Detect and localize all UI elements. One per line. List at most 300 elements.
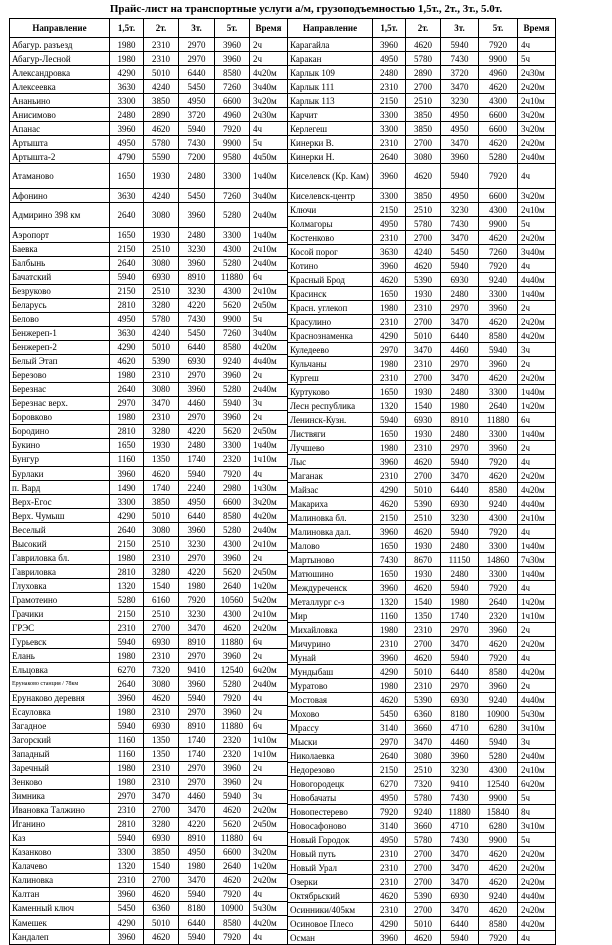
price-1-5t-cell: 4620 xyxy=(373,273,406,287)
time-cell: 2ч20м xyxy=(518,371,556,385)
price-3t-cell: 3230 xyxy=(441,511,479,525)
price-3t-cell: 2970 xyxy=(441,623,479,637)
price-3t-cell: 5940 xyxy=(441,931,479,945)
time-cell: 4ч xyxy=(518,931,556,945)
table-row xyxy=(10,859,288,873)
table-row xyxy=(288,497,556,511)
price-3t-cell: 3230 xyxy=(179,537,215,551)
time-cell: 1ч40м xyxy=(518,539,556,553)
time-cell: 2ч xyxy=(250,761,288,775)
time-cell: 3ч xyxy=(250,789,288,803)
direction-cell: Балбынь xyxy=(10,256,110,270)
time-cell: 2ч xyxy=(250,775,288,789)
price-5t-cell: 7920 xyxy=(479,651,518,665)
price-5t-cell: 4620 xyxy=(479,847,518,861)
price-3t-cell: 1980 xyxy=(179,579,215,593)
time-cell: 3ч40м xyxy=(250,326,288,340)
price-3t-cell: 3230 xyxy=(179,242,215,256)
price-2t-cell: 3470 xyxy=(144,396,179,410)
table-row xyxy=(288,525,556,539)
price-3t-cell: 5450 xyxy=(179,326,215,340)
direction-cell: Мыски xyxy=(288,735,373,749)
price-3t-cell: 3470 xyxy=(441,637,479,651)
table-row xyxy=(288,315,556,329)
table-row xyxy=(288,511,556,525)
price-1-5t-cell: 1650 xyxy=(373,567,406,581)
time-cell: 2ч xyxy=(250,410,288,424)
price-5t-cell: 10900 xyxy=(215,901,250,915)
table-row xyxy=(288,343,556,357)
direction-cell: Аэропорт xyxy=(10,228,110,242)
price-1-5t-cell: 3140 xyxy=(373,819,406,833)
price-1-5t-cell: 1980 xyxy=(373,441,406,455)
price-2t-cell: 1540 xyxy=(144,859,179,873)
price-5t-cell: 14860 xyxy=(479,553,518,567)
price-3t-cell: 6930 xyxy=(441,497,479,511)
price-5t-cell: 5280 xyxy=(215,677,250,691)
price-5t-cell: 5280 xyxy=(215,203,250,228)
direction-cell: Гавриловка xyxy=(10,565,110,579)
price-5t-cell: 11880 xyxy=(215,635,250,649)
time-cell: 2ч xyxy=(518,623,556,637)
price-5t-cell: 9240 xyxy=(479,497,518,511)
price-1-5t-cell: 4620 xyxy=(373,497,406,511)
price-2t-cell: 5010 xyxy=(406,917,441,931)
header-direction: Направление xyxy=(10,19,110,38)
price-2t-cell: 5010 xyxy=(406,665,441,679)
price-3t-cell: 3230 xyxy=(441,94,479,108)
price-2t-cell: 1540 xyxy=(406,399,441,413)
price-2t-cell: 2510 xyxy=(406,94,441,108)
time-cell: 4ч20м xyxy=(518,483,556,497)
price-1-5t-cell: 3300 xyxy=(373,122,406,136)
price-1-5t-cell: 3960 xyxy=(373,581,406,595)
price-2t-cell: 5780 xyxy=(406,833,441,847)
price-3t-cell: 1980 xyxy=(441,399,479,413)
price-5t-cell: 2320 xyxy=(215,452,250,466)
price-2t-cell: 2700 xyxy=(406,231,441,245)
price-1-5t-cell: 7920 xyxy=(373,805,406,819)
table-row xyxy=(10,845,288,859)
price-2t-cell: 6930 xyxy=(144,635,179,649)
price-3t-cell: 2970 xyxy=(179,705,215,719)
time-cell: 2ч xyxy=(250,52,288,66)
direction-cell: Боровково xyxy=(10,410,110,424)
price-1-5t-cell: 2810 xyxy=(110,424,144,438)
price-1-5t-cell: 2310 xyxy=(110,621,144,635)
direction-cell: Камешек xyxy=(10,916,110,930)
price-5t-cell: 7920 xyxy=(479,931,518,945)
price-5t-cell: 11880 xyxy=(479,413,518,427)
direction-cell: Калачево xyxy=(10,859,110,873)
direction-cell: Кульчаны xyxy=(288,357,373,371)
price-3t-cell: 6930 xyxy=(441,889,479,903)
table-row xyxy=(288,721,556,735)
price-2t-cell: 4620 xyxy=(406,455,441,469)
direction-cell: Междуреченск xyxy=(288,581,373,595)
price-2t-cell: 1930 xyxy=(406,539,441,553)
direction-cell: Краснознаменка xyxy=(288,329,373,343)
price-2t-cell: 3080 xyxy=(144,677,179,691)
price-1-5t-cell: 4950 xyxy=(373,217,406,231)
table-header-row xyxy=(288,19,556,38)
price-1-5t-cell: 2480 xyxy=(373,66,406,80)
price-2t-cell: 2510 xyxy=(144,242,179,256)
direction-cell: Октябрьский xyxy=(288,889,373,903)
price-5t-cell: 5280 xyxy=(215,523,250,537)
time-cell: 2ч10м xyxy=(250,607,288,621)
time-cell: 1ч20м xyxy=(518,399,556,413)
header-1-5t: 1,5т. xyxy=(373,19,406,38)
price-3t-cell: 2480 xyxy=(441,567,479,581)
price-2t-cell: 2700 xyxy=(144,803,179,817)
time-cell: 3ч xyxy=(250,396,288,410)
price-2t-cell: 1350 xyxy=(144,747,179,761)
table-row xyxy=(10,410,288,424)
time-cell: 2ч20м xyxy=(518,136,556,150)
price-1-5t-cell: 5940 xyxy=(110,719,144,733)
table-row xyxy=(10,150,288,164)
price-5t-cell: 8580 xyxy=(479,665,518,679)
price-3t-cell: 4460 xyxy=(179,789,215,803)
price-2t-cell: 3280 xyxy=(144,565,179,579)
header-5t: 5т. xyxy=(215,19,250,38)
direction-cell: Киселевск-центр xyxy=(288,189,373,203)
time-cell: 1ч40м xyxy=(250,228,288,242)
table-row xyxy=(10,396,288,410)
price-2t-cell: 3080 xyxy=(406,749,441,763)
price-5t-cell: 6600 xyxy=(215,94,250,108)
table-row xyxy=(10,438,288,452)
time-cell: 2ч20м xyxy=(518,903,556,917)
price-1-5t-cell: 1650 xyxy=(373,539,406,553)
price-5t-cell: 7920 xyxy=(215,122,250,136)
price-2t-cell: 1930 xyxy=(406,287,441,301)
price-2t-cell: 5390 xyxy=(406,497,441,511)
price-5t-cell: 4620 xyxy=(479,136,518,150)
price-2t-cell: 3470 xyxy=(406,735,441,749)
time-cell: 4ч40м xyxy=(518,497,556,511)
price-1-5t-cell: 4950 xyxy=(373,833,406,847)
price-3t-cell: 2480 xyxy=(179,164,215,189)
table-row xyxy=(288,357,556,371)
direction-cell: Осинники/405км xyxy=(288,903,373,917)
price-2t-cell: 6160 xyxy=(144,593,179,607)
price-2t-cell: 3850 xyxy=(144,94,179,108)
direction-cell: Майзас xyxy=(288,483,373,497)
price-5t-cell: 4300 xyxy=(479,763,518,777)
price-3t-cell: 3470 xyxy=(441,469,479,483)
price-1-5t-cell: 2310 xyxy=(373,637,406,651)
price-2t-cell: 4240 xyxy=(406,245,441,259)
table-row xyxy=(288,483,556,497)
table-row xyxy=(288,38,556,52)
price-1-5t-cell: 3300 xyxy=(110,845,144,859)
price-2t-cell: 1350 xyxy=(406,609,441,623)
table-row xyxy=(10,509,288,523)
price-3t-cell: 5940 xyxy=(179,930,215,945)
direction-cell: Грамотеино xyxy=(10,593,110,607)
table-row xyxy=(10,719,288,733)
table-row xyxy=(10,354,288,368)
table-row xyxy=(288,399,556,413)
price-1-5t-cell: 2970 xyxy=(110,789,144,803)
price-5t-cell: 8580 xyxy=(479,483,518,497)
time-cell: 4ч20м xyxy=(250,340,288,354)
table-row xyxy=(10,803,288,817)
direction-cell: Кандалеп xyxy=(10,930,110,945)
price-2t-cell: 3080 xyxy=(144,382,179,396)
price-5t-cell: 7920 xyxy=(479,525,518,539)
price-1-5t-cell: 3960 xyxy=(373,651,406,665)
price-5t-cell: 6280 xyxy=(479,819,518,833)
table-row xyxy=(288,203,556,217)
price-3t-cell: 2970 xyxy=(441,441,479,455)
direction-cell: Безруково xyxy=(10,284,110,298)
price-5t-cell: 9580 xyxy=(215,150,250,164)
direction-cell: Мохово xyxy=(288,707,373,721)
table-row xyxy=(10,108,288,122)
price-5t-cell: 5280 xyxy=(479,749,518,763)
price-5t-cell: 7920 xyxy=(215,467,250,481)
price-2t-cell: 2700 xyxy=(144,873,179,887)
price-1-5t-cell: 3960 xyxy=(373,259,406,273)
price-3t-cell: 2970 xyxy=(179,410,215,424)
table-row xyxy=(10,52,288,66)
price-2t-cell: 5390 xyxy=(406,273,441,287)
price-2t-cell: 1930 xyxy=(406,427,441,441)
price-1-5t-cell: 1650 xyxy=(373,385,406,399)
price-2t-cell: 2510 xyxy=(144,607,179,621)
price-3t-cell: 6440 xyxy=(441,665,479,679)
table-row xyxy=(10,761,288,775)
table-row xyxy=(10,523,288,537)
price-1-5t-cell: 2640 xyxy=(110,256,144,270)
price-1-5t-cell: 2310 xyxy=(373,80,406,94)
time-cell: 2ч40м xyxy=(250,203,288,228)
price-3t-cell: 1740 xyxy=(179,747,215,761)
price-2t-cell: 2310 xyxy=(406,357,441,371)
price-5t-cell: 11880 xyxy=(215,719,250,733)
price-5t-cell: 5940 xyxy=(479,343,518,357)
time-cell: 4ч40м xyxy=(518,693,556,707)
table-row xyxy=(288,609,556,623)
price-1-5t-cell: 5940 xyxy=(110,270,144,284)
price-5t-cell: 4620 xyxy=(479,371,518,385)
table-row xyxy=(288,301,556,315)
price-5t-cell: 6600 xyxy=(479,122,518,136)
price-1-5t-cell: 6270 xyxy=(373,777,406,791)
price-1-5t-cell: 1490 xyxy=(110,481,144,495)
price-2t-cell: 4620 xyxy=(406,164,441,189)
table-row xyxy=(288,707,556,721)
price-3t-cell: 4220 xyxy=(179,424,215,438)
price-2t-cell: 2310 xyxy=(144,705,179,719)
direction-cell: Баевка xyxy=(10,242,110,256)
price-2t-cell: 2700 xyxy=(406,469,441,483)
price-5t-cell: 4300 xyxy=(215,284,250,298)
table-row xyxy=(10,930,288,945)
price-5t-cell: 3300 xyxy=(479,385,518,399)
time-cell: 3ч xyxy=(518,735,556,749)
price-1-5t-cell: 1650 xyxy=(373,287,406,301)
price-5t-cell: 3960 xyxy=(215,761,250,775)
price-5t-cell: 4620 xyxy=(479,637,518,651)
price-5t-cell: 5940 xyxy=(215,789,250,803)
price-5t-cell: 8580 xyxy=(215,66,250,80)
price-5t-cell: 11880 xyxy=(215,831,250,845)
header-time: Время xyxy=(518,19,556,38)
price-1-5t-cell: 1980 xyxy=(373,623,406,637)
price-1-5t-cell: 2150 xyxy=(110,284,144,298)
time-cell: 2ч10м xyxy=(250,284,288,298)
price-1-5t-cell: 1980 xyxy=(110,775,144,789)
price-1-5t-cell: 1980 xyxy=(110,551,144,565)
price-1-5t-cell: 4290 xyxy=(110,66,144,80)
direction-cell: Красн. углекоп xyxy=(288,301,373,315)
table-row xyxy=(288,847,556,861)
table-row xyxy=(288,469,556,483)
time-cell: 2ч10м xyxy=(250,537,288,551)
table-row xyxy=(10,789,288,803)
price-3t-cell: 4460 xyxy=(179,396,215,410)
table-row xyxy=(288,749,556,763)
price-5t-cell: 4620 xyxy=(479,861,518,875)
price-3t-cell: 3470 xyxy=(441,903,479,917)
price-2t-cell: 6930 xyxy=(144,270,179,284)
direction-cell: Апанас xyxy=(10,122,110,136)
price-1-5t-cell: 4290 xyxy=(373,483,406,497)
price-3t-cell: 3230 xyxy=(441,763,479,777)
price-1-5t-cell: 3300 xyxy=(110,94,144,108)
price-3t-cell: 4220 xyxy=(179,817,215,831)
price-2t-cell: 3850 xyxy=(406,108,441,122)
direction-cell: Абагур-Лесной xyxy=(10,52,110,66)
price-2t-cell: 3850 xyxy=(144,495,179,509)
price-3t-cell: 6440 xyxy=(441,483,479,497)
price-5t-cell: 5620 xyxy=(215,565,250,579)
table-row xyxy=(10,467,288,481)
direction-cell: Иганино xyxy=(10,817,110,831)
price-3t-cell: 4220 xyxy=(179,565,215,579)
table-row xyxy=(10,537,288,551)
table-row xyxy=(288,623,556,637)
price-3t-cell: 9410 xyxy=(179,663,215,677)
price-2t-cell: 4620 xyxy=(144,887,179,901)
time-cell: 2ч20м xyxy=(250,873,288,887)
price-2t-cell: 7320 xyxy=(144,663,179,677)
price-2t-cell: 3080 xyxy=(406,150,441,164)
price-1-5t-cell: 1980 xyxy=(110,410,144,424)
price-1-5t-cell: 2150 xyxy=(110,537,144,551)
price-3t-cell: 5450 xyxy=(179,80,215,94)
table-row xyxy=(288,889,556,903)
price-table-right xyxy=(287,18,556,945)
price-3t-cell: 8910 xyxy=(441,413,479,427)
direction-cell: Киселевск (Кр. Кам) xyxy=(288,164,373,189)
price-3t-cell: 11880 xyxy=(441,805,479,819)
price-3t-cell: 2480 xyxy=(179,228,215,242)
direction-cell: Маганак xyxy=(288,469,373,483)
price-3t-cell: 2970 xyxy=(179,38,215,52)
direction-cell: Грачики xyxy=(10,607,110,621)
time-cell: 1ч40м xyxy=(518,567,556,581)
price-1-5t-cell: 2150 xyxy=(373,94,406,108)
price-1-5t-cell: 5940 xyxy=(110,831,144,845)
price-3t-cell: 3960 xyxy=(179,256,215,270)
price-2t-cell: 5780 xyxy=(406,217,441,231)
price-2t-cell: 2310 xyxy=(144,368,179,382)
time-cell: 2ч50м xyxy=(250,565,288,579)
direction-cell: Котино xyxy=(288,259,373,273)
price-3t-cell: 2240 xyxy=(179,481,215,495)
time-cell: 2ч20м xyxy=(518,637,556,651)
time-cell: 2ч40м xyxy=(518,150,556,164)
price-5t-cell: 4620 xyxy=(479,469,518,483)
direction-cell: Веселый xyxy=(10,523,110,537)
table-row xyxy=(288,385,556,399)
price-5t-cell: 3960 xyxy=(215,38,250,52)
table-row xyxy=(10,817,288,831)
price-1-5t-cell: 1320 xyxy=(110,859,144,873)
price-3t-cell: 5940 xyxy=(441,259,479,273)
price-2t-cell: 5590 xyxy=(144,150,179,164)
time-cell: 4ч xyxy=(518,259,556,273)
price-3t-cell: 3470 xyxy=(441,847,479,861)
direction-cell: Калиновка xyxy=(10,873,110,887)
price-2t-cell: 2510 xyxy=(406,763,441,777)
price-1-5t-cell: 2970 xyxy=(373,735,406,749)
direction-cell: Гавриловка бл. xyxy=(10,551,110,565)
time-cell: 4ч xyxy=(250,467,288,481)
time-cell: 4ч xyxy=(250,930,288,945)
time-cell: 2ч10м xyxy=(518,203,556,217)
price-3t-cell: 3230 xyxy=(441,203,479,217)
price-2t-cell: 2310 xyxy=(144,761,179,775)
direction-cell: Артышта xyxy=(10,136,110,150)
price-2t-cell: 2700 xyxy=(144,621,179,635)
time-cell: 2ч40м xyxy=(518,749,556,763)
price-1-5t-cell: 3300 xyxy=(110,495,144,509)
price-5t-cell: 11880 xyxy=(215,270,250,284)
direction-cell: Анисимово xyxy=(10,108,110,122)
price-3t-cell: 4220 xyxy=(179,298,215,312)
price-2t-cell: 1930 xyxy=(406,385,441,399)
price-5t-cell: 4300 xyxy=(215,537,250,551)
direction-cell: Новопестерево xyxy=(288,805,373,819)
price-3t-cell: 3720 xyxy=(179,108,215,122)
price-3t-cell: 5450 xyxy=(179,189,215,203)
price-1-5t-cell: 5280 xyxy=(110,593,144,607)
table-row xyxy=(288,931,556,945)
price-3t-cell: 1740 xyxy=(179,733,215,747)
time-cell: 2ч xyxy=(518,679,556,693)
price-2t-cell: 2310 xyxy=(144,649,179,663)
price-5t-cell: 3960 xyxy=(479,623,518,637)
time-cell: 3ч40м xyxy=(250,80,288,94)
time-cell: 6ч xyxy=(250,831,288,845)
price-5t-cell: 9240 xyxy=(479,273,518,287)
price-5t-cell: 7920 xyxy=(479,455,518,469)
price-2t-cell: 1540 xyxy=(406,595,441,609)
price-3t-cell: 6440 xyxy=(441,329,479,343)
direction-cell: Карчит xyxy=(288,108,373,122)
price-2t-cell: 3660 xyxy=(406,721,441,735)
direction-cell: Мрассу xyxy=(288,721,373,735)
price-1-5t-cell: 3960 xyxy=(110,691,144,705)
price-5t-cell: 7920 xyxy=(479,164,518,189)
price-3t-cell: 1980 xyxy=(441,595,479,609)
